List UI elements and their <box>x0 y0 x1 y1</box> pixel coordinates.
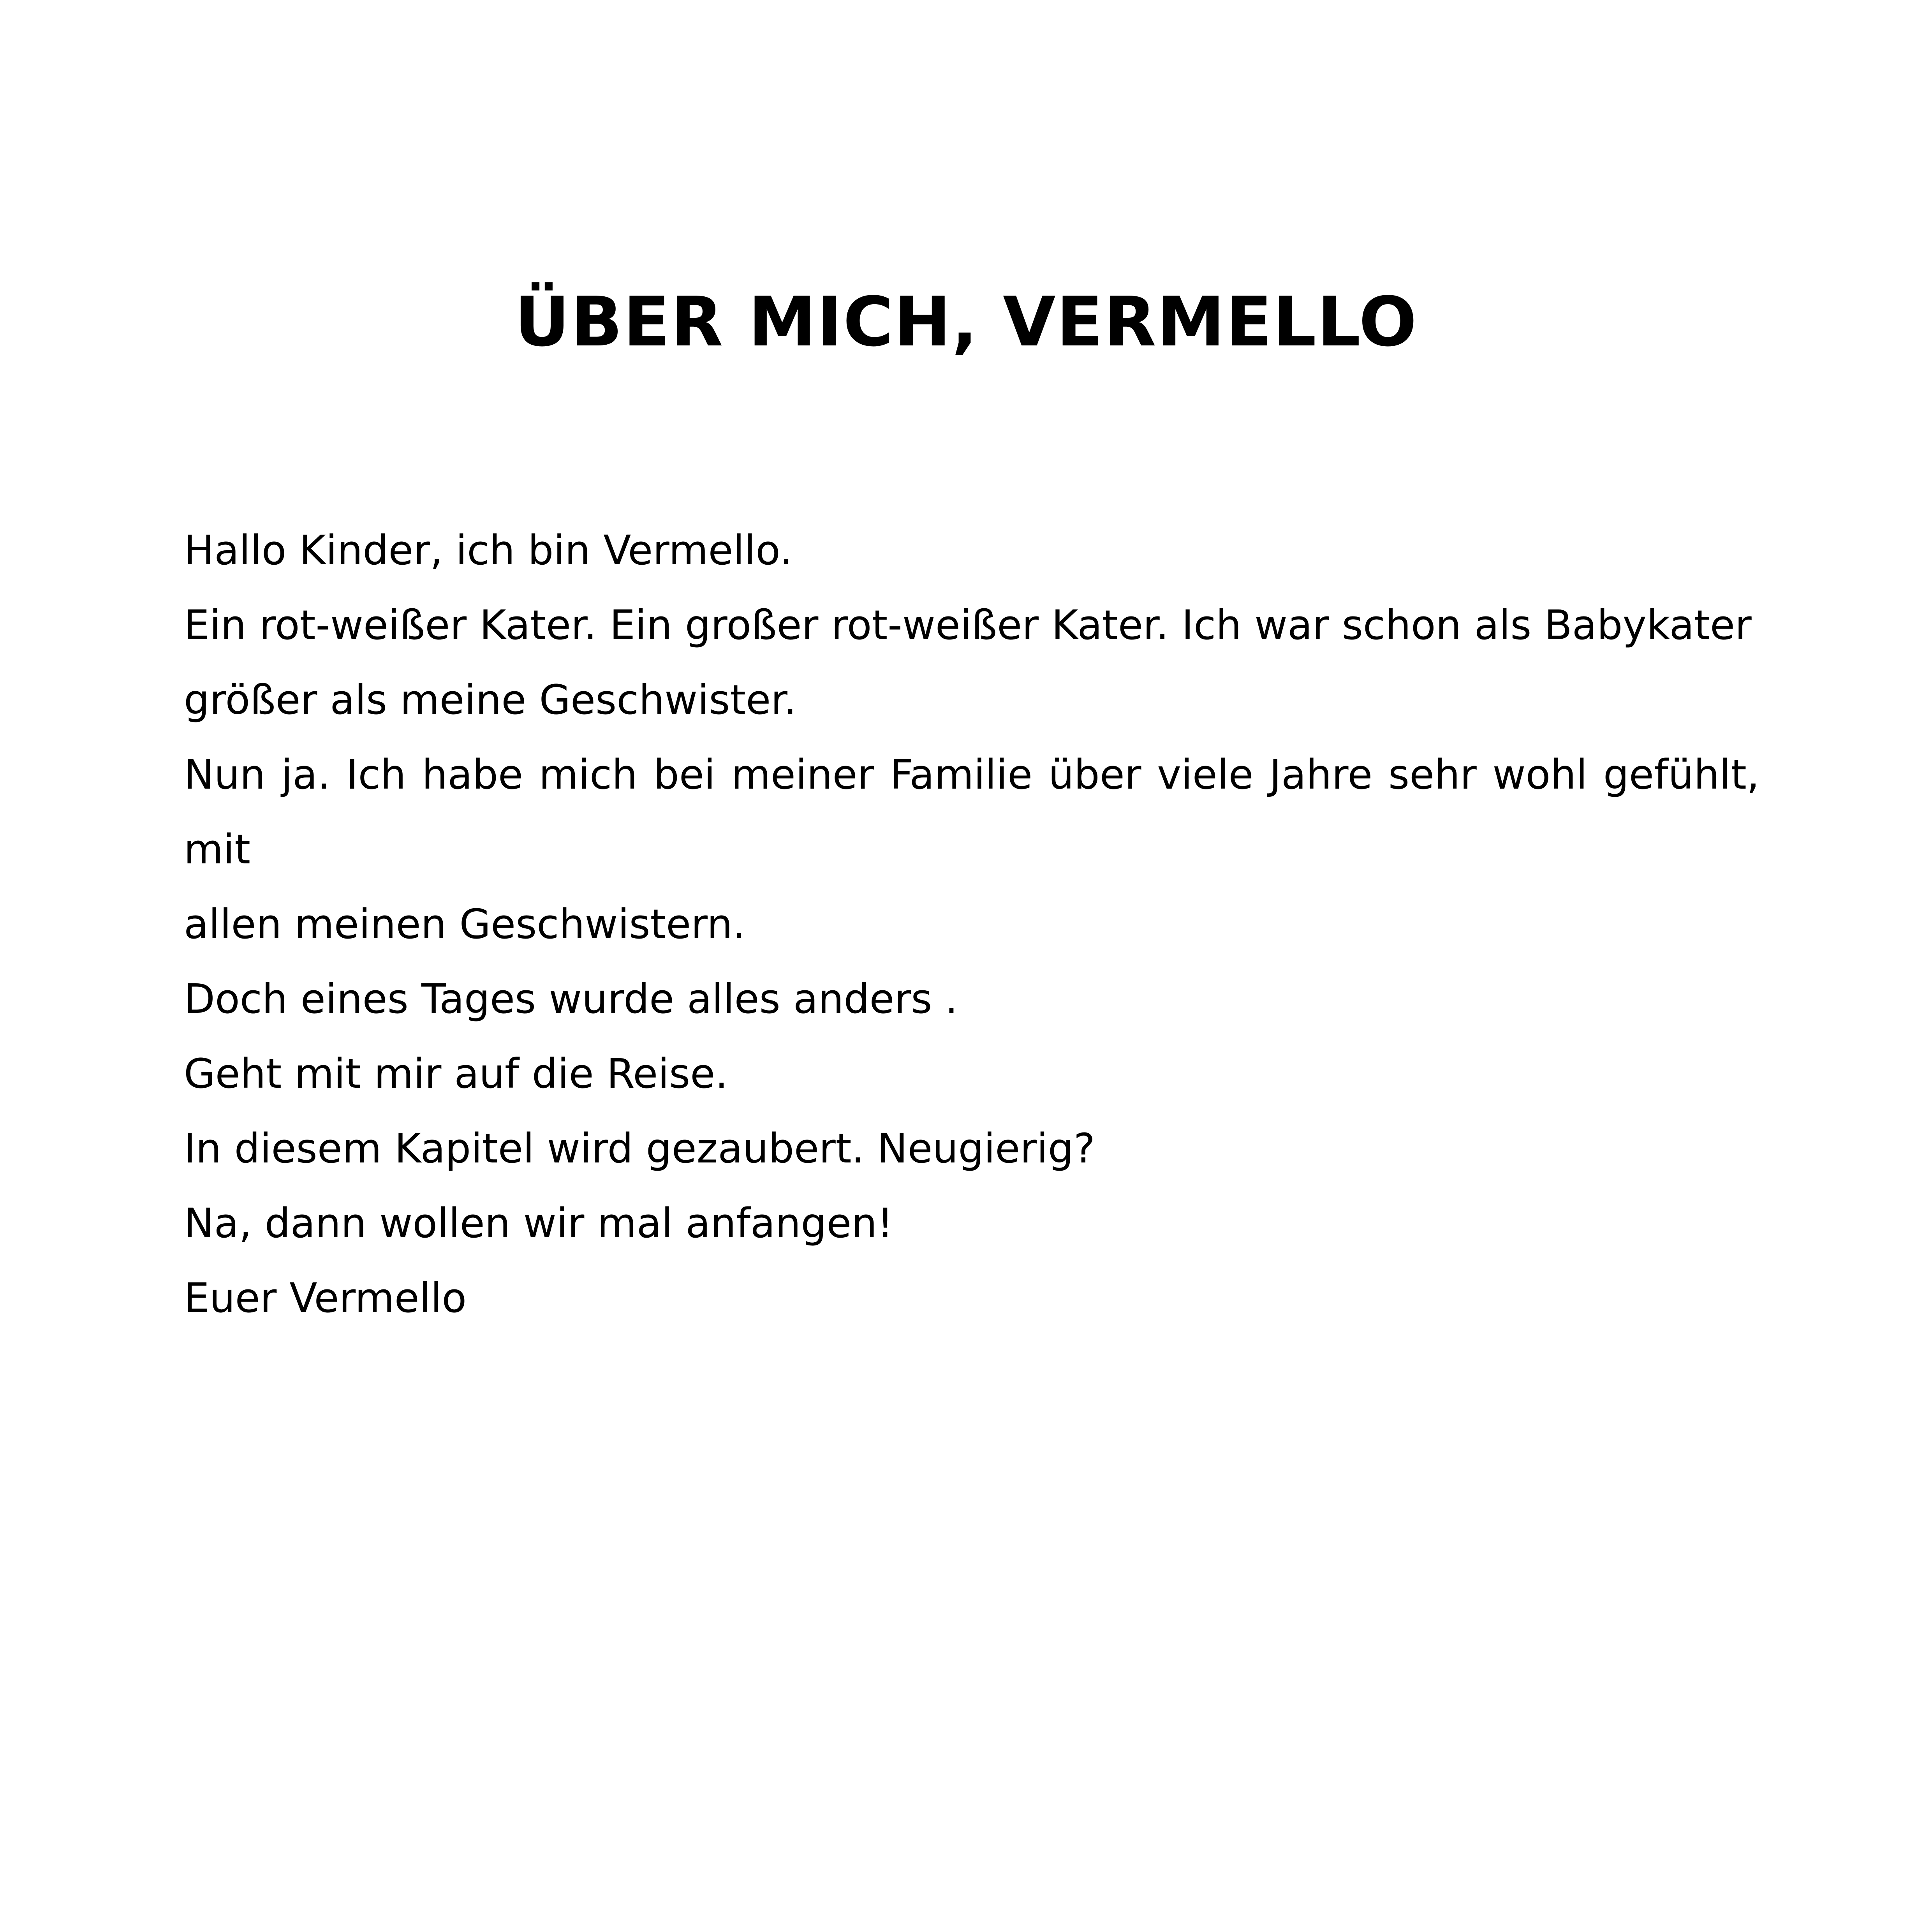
paragraph-family: Nun ja. Ich habe mich bei meiner Familie über viele Jahre sehr wohl gefühlt, mit <box>184 751 1759 873</box>
paragraph-family-end: allen meinen Geschwistern. <box>184 900 746 948</box>
paragraph-magic: In diesem Kapitel wird gezaubert. Neugierig? <box>184 1125 1095 1172</box>
paragraph-description: Ein rot-weißer Kater. Ein großer rot-weißer Kater. Ich war schon als Babykater <box>184 601 1752 649</box>
page-title: ÜBER MICH, VERMELLO <box>514 283 1418 362</box>
body-text <box>184 513 1759 1335</box>
paragraph-change: Doch eines Tages wurde alles anders . <box>184 975 958 1023</box>
paragraph-greeting: Hallo Kinder, ich bin Vermello. <box>184 527 793 574</box>
signature: Euer Vermello <box>184 1274 467 1322</box>
paragraph-start: Na, dann wollen wir mal anfangen! <box>184 1199 893 1247</box>
paragraph-journey: Geht mit mir auf die Reise. <box>184 1050 728 1097</box>
paragraph-siblings: größer als meine Geschwister. <box>184 676 797 724</box>
